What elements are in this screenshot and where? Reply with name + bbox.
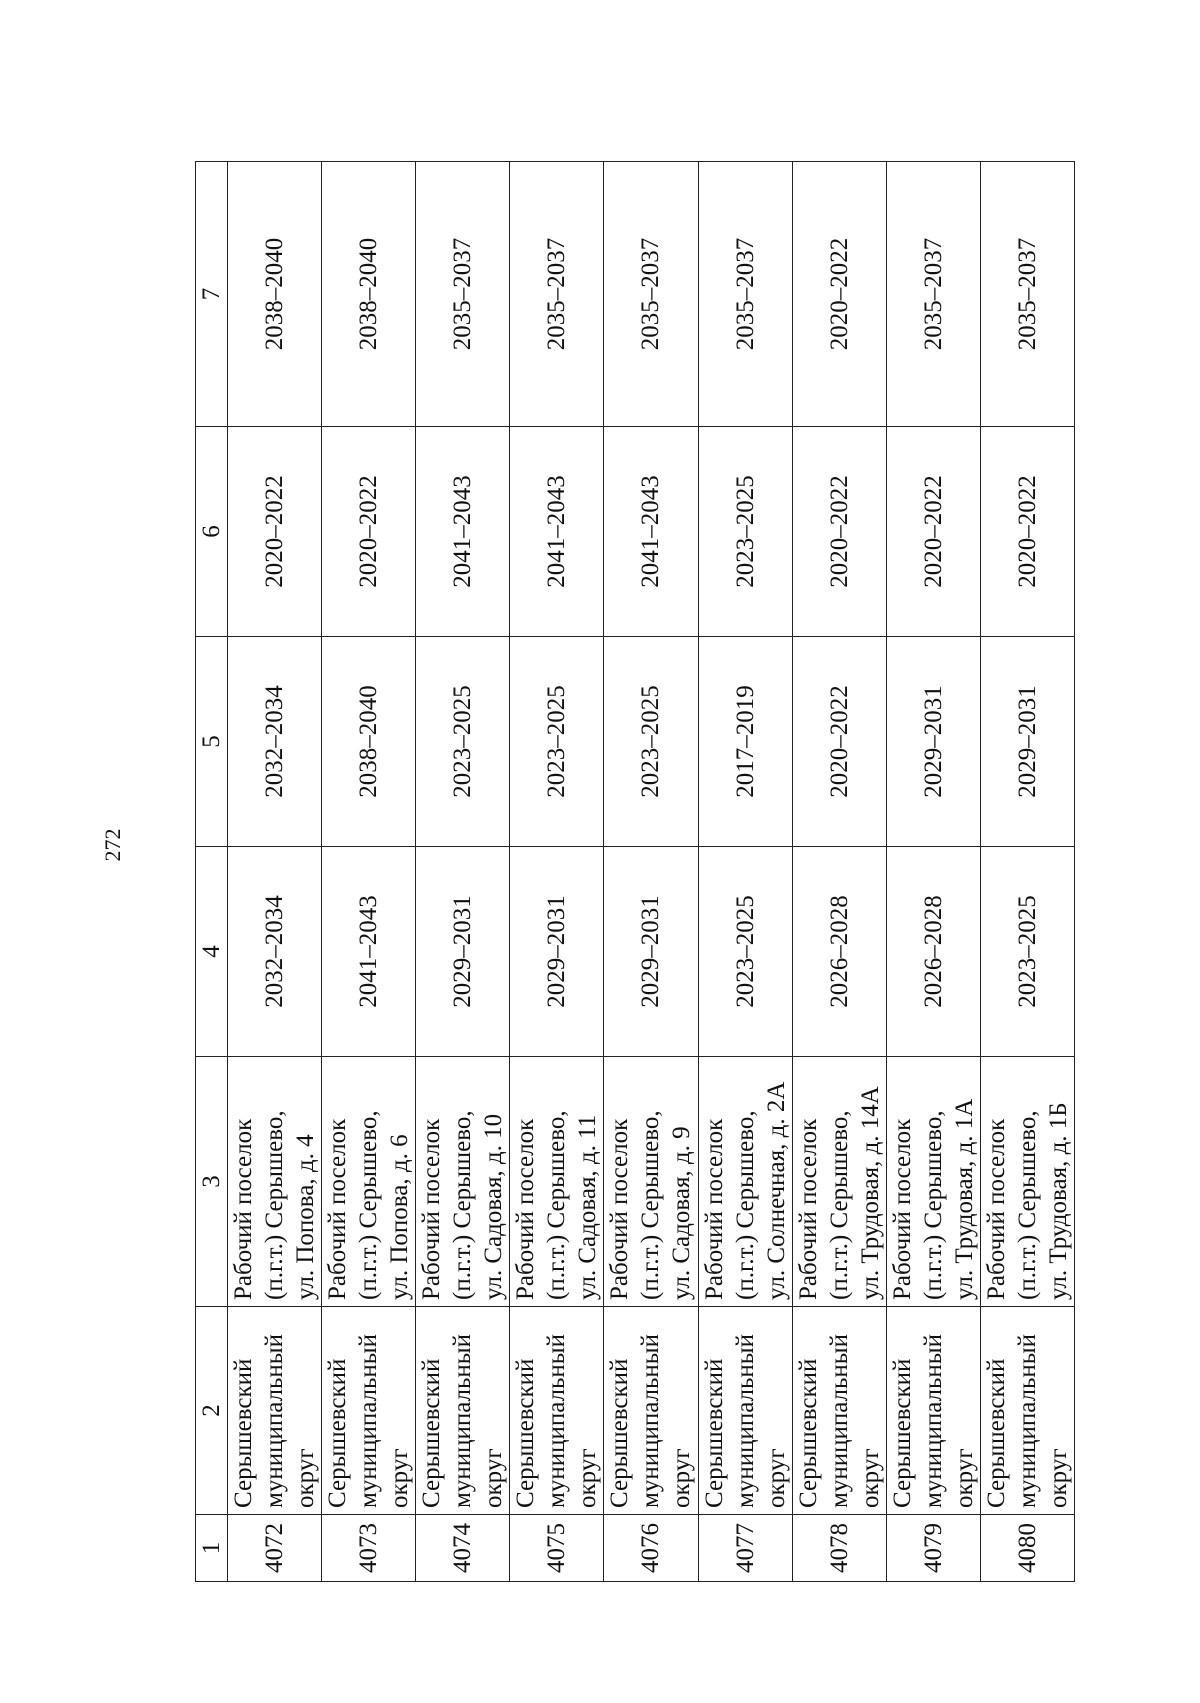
address-cell-line: ул. Попова, д. 4 [292, 1134, 320, 1300]
address-cell-line: (п.г.т.) Серышево, [919, 1110, 947, 1300]
address-cell-line: ул. Попова, д. 6 [386, 1134, 414, 1300]
municipality-cell-line: муниципальный [731, 1334, 759, 1508]
address-cell [228, 1057, 322, 1307]
table-row [604, 162, 698, 1582]
municipality-cell [604, 1307, 698, 1515]
address-cell-line: (п.г.т.) Серышево, [261, 1110, 289, 1300]
period-cell-5: 2017–2019 [698, 637, 792, 847]
municipality-cell-line: Серышевский [324, 1358, 352, 1508]
schedule-table [195, 161, 1075, 1582]
period-cell-5: 2029–2031 [886, 637, 980, 847]
period-cell-4: 2026–2028 [792, 847, 886, 1057]
col-header-7: 7 [196, 162, 228, 427]
address-cell-line: (п.г.т.) Серышево, [355, 1110, 383, 1300]
address-cell-line: Рабочий поселок [512, 1118, 540, 1300]
period-cell-4: 2029–2031 [510, 847, 604, 1057]
municipality-cell-line: округ [950, 1448, 978, 1508]
table-row [228, 162, 322, 1582]
municipality-cell-line: Серышевский [888, 1358, 916, 1508]
period-cell-7: 2038–2040 [228, 162, 322, 427]
municipality-cell-line: округ [856, 1448, 884, 1508]
address-cell [510, 1057, 604, 1307]
period-cell-5: 2032–2034 [228, 637, 322, 847]
period-cell-7: 2035–2037 [980, 162, 1074, 427]
address-cell-line: Рабочий поселок [794, 1118, 822, 1300]
municipality-cell-line: Серышевский [418, 1358, 446, 1508]
address-cell [792, 1057, 886, 1307]
municipality-cell-line: муниципальный [1013, 1334, 1041, 1508]
municipality-cell [698, 1307, 792, 1515]
address-cell-line: Рабочий поселок [606, 1118, 634, 1300]
municipality-cell [886, 1307, 980, 1515]
col-header-2: 2 [196, 1307, 228, 1515]
period-cell-6: 2041–2043 [416, 427, 510, 637]
address-cell-line: ул. Трудовая, д. 1Б [1044, 1102, 1072, 1300]
col-header-1: 1 [196, 1515, 228, 1582]
municipality-cell-line: Серышевский [982, 1358, 1010, 1508]
period-cell-5: 2038–2040 [322, 637, 416, 847]
col-header-5: 5 [196, 637, 228, 847]
municipality-cell-line: округ [480, 1448, 508, 1508]
municipality-cell-line: округ [668, 1448, 696, 1508]
row-number-cell: 4076 [604, 1515, 698, 1582]
period-cell-5: 2023–2025 [510, 637, 604, 847]
municipality-cell-line: муниципальный [355, 1334, 383, 1508]
period-cell-5: 2023–2025 [604, 637, 698, 847]
period-cell-5: 2029–2031 [980, 637, 1074, 847]
municipality-cell-line: муниципальный [449, 1334, 477, 1508]
period-cell-7: 2035–2037 [886, 162, 980, 427]
period-cell-4: 2029–2031 [604, 847, 698, 1057]
period-cell-7: 2038–2040 [322, 162, 416, 427]
address-cell-line: (п.г.т.) Серышево, [543, 1110, 571, 1300]
municipality-cell-line: муниципальный [637, 1334, 665, 1508]
col-header-4: 4 [196, 847, 228, 1057]
address-cell-line: Рабочий поселок [418, 1118, 446, 1300]
municipality-cell [322, 1307, 416, 1515]
period-cell-6: 2023–2025 [698, 427, 792, 637]
row-number-cell: 4075 [510, 1515, 604, 1582]
municipality-cell-line: Серышевский [700, 1358, 728, 1508]
table-row [416, 162, 510, 1582]
period-cell-4: 2041–2043 [322, 847, 416, 1057]
municipality-cell-line: муниципальный [261, 1334, 289, 1508]
col-header-3: 3 [196, 1057, 228, 1307]
period-cell-6: 2020–2022 [980, 427, 1074, 637]
address-cell-line: Рабочий поселок [700, 1118, 728, 1300]
table-row [886, 162, 980, 1582]
municipality-cell-line: округ [386, 1448, 414, 1508]
row-number-cell: 4077 [698, 1515, 792, 1582]
municipality-cell-line: муниципальный [919, 1334, 947, 1508]
municipality-cell-line: Серышевский [512, 1358, 540, 1508]
address-cell [416, 1057, 510, 1307]
period-cell-7: 2035–2037 [698, 162, 792, 427]
table-container [195, 162, 1075, 1582]
address-cell-line: Рабочий поселок [230, 1118, 258, 1300]
period-cell-7: 2020–2022 [792, 162, 886, 427]
period-cell-7: 2035–2037 [510, 162, 604, 427]
address-cell [886, 1057, 980, 1307]
address-cell-line: ул. Садовая, д. 10 [480, 1113, 508, 1300]
period-cell-4: 2026–2028 [886, 847, 980, 1057]
address-cell-line: ул. Трудовая, д. 14А [856, 1086, 884, 1300]
municipality-cell-line: Серышевский [794, 1358, 822, 1508]
row-number-cell: 4078 [792, 1515, 886, 1582]
municipality-cell-line: муниципальный [825, 1334, 853, 1508]
address-cell-line: ул. Трудовая, д. 1А [950, 1098, 978, 1300]
header-row [196, 162, 228, 1582]
period-cell-7: 2035–2037 [416, 162, 510, 427]
table-body [196, 162, 1075, 1582]
address-cell-line: (п.г.т.) Серышево, [637, 1110, 665, 1300]
table-row [980, 162, 1074, 1582]
address-cell-line: ул. Садовая, д. 11 [574, 1114, 602, 1300]
municipality-cell-line: Серышевский [606, 1358, 634, 1508]
period-cell-4: 2023–2025 [980, 847, 1074, 1057]
address-cell-line: ул. Солнечная, д. 2А [762, 1081, 790, 1300]
municipality-cell-line: Серышевский [230, 1358, 258, 1508]
address-cell-line: (п.г.т.) Серышево, [825, 1110, 853, 1300]
municipality-cell [228, 1307, 322, 1515]
municipality-cell-line: округ [762, 1448, 790, 1508]
period-cell-7: 2035–2037 [604, 162, 698, 427]
period-cell-5: 2020–2022 [792, 637, 886, 847]
address-cell-line: Рабочий поселок [982, 1118, 1010, 1300]
address-cell-line: (п.г.т.) Серышево, [449, 1110, 477, 1300]
row-number-cell: 4072 [228, 1515, 322, 1582]
address-cell-line: (п.г.т.) Серышево, [731, 1110, 759, 1300]
municipality-cell [510, 1307, 604, 1515]
municipality-cell-line: муниципальный [543, 1334, 571, 1508]
municipality-cell [980, 1307, 1074, 1515]
address-cell [604, 1057, 698, 1307]
period-cell-6: 2020–2022 [792, 427, 886, 637]
address-cell [980, 1057, 1074, 1307]
period-cell-4: 2032–2034 [228, 847, 322, 1057]
municipality-cell [792, 1307, 886, 1515]
period-cell-6: 2020–2022 [322, 427, 416, 637]
table-row [698, 162, 792, 1582]
municipality-cell-line: округ [292, 1448, 320, 1508]
address-cell-line: Рабочий поселок [324, 1118, 352, 1300]
address-cell [698, 1057, 792, 1307]
period-cell-6: 2041–2043 [510, 427, 604, 637]
table-row [510, 162, 604, 1582]
row-number-cell: 4080 [980, 1515, 1074, 1582]
municipality-cell-line: округ [1044, 1448, 1072, 1508]
period-cell-6: 2041–2043 [604, 427, 698, 637]
address-cell-line: ул. Садовая, д. 9 [668, 1126, 696, 1300]
address-cell [322, 1057, 416, 1307]
row-number-cell: 4073 [322, 1515, 416, 1582]
col-header-6: 6 [196, 427, 228, 637]
row-number-cell: 4079 [886, 1515, 980, 1582]
table-row [322, 162, 416, 1582]
period-cell-4: 2029–2031 [416, 847, 510, 1057]
municipality-cell [416, 1307, 510, 1515]
period-cell-4: 2023–2025 [698, 847, 792, 1057]
period-cell-6: 2020–2022 [228, 427, 322, 637]
period-cell-5: 2023–2025 [416, 637, 510, 847]
page-number: 272 [100, 828, 125, 862]
period-cell-6: 2020–2022 [886, 427, 980, 637]
address-cell-line: (п.г.т.) Серышево, [1013, 1110, 1041, 1300]
table-row [792, 162, 886, 1582]
row-number-cell: 4074 [416, 1515, 510, 1582]
municipality-cell-line: округ [574, 1448, 602, 1508]
address-cell-line: Рабочий поселок [888, 1118, 916, 1300]
